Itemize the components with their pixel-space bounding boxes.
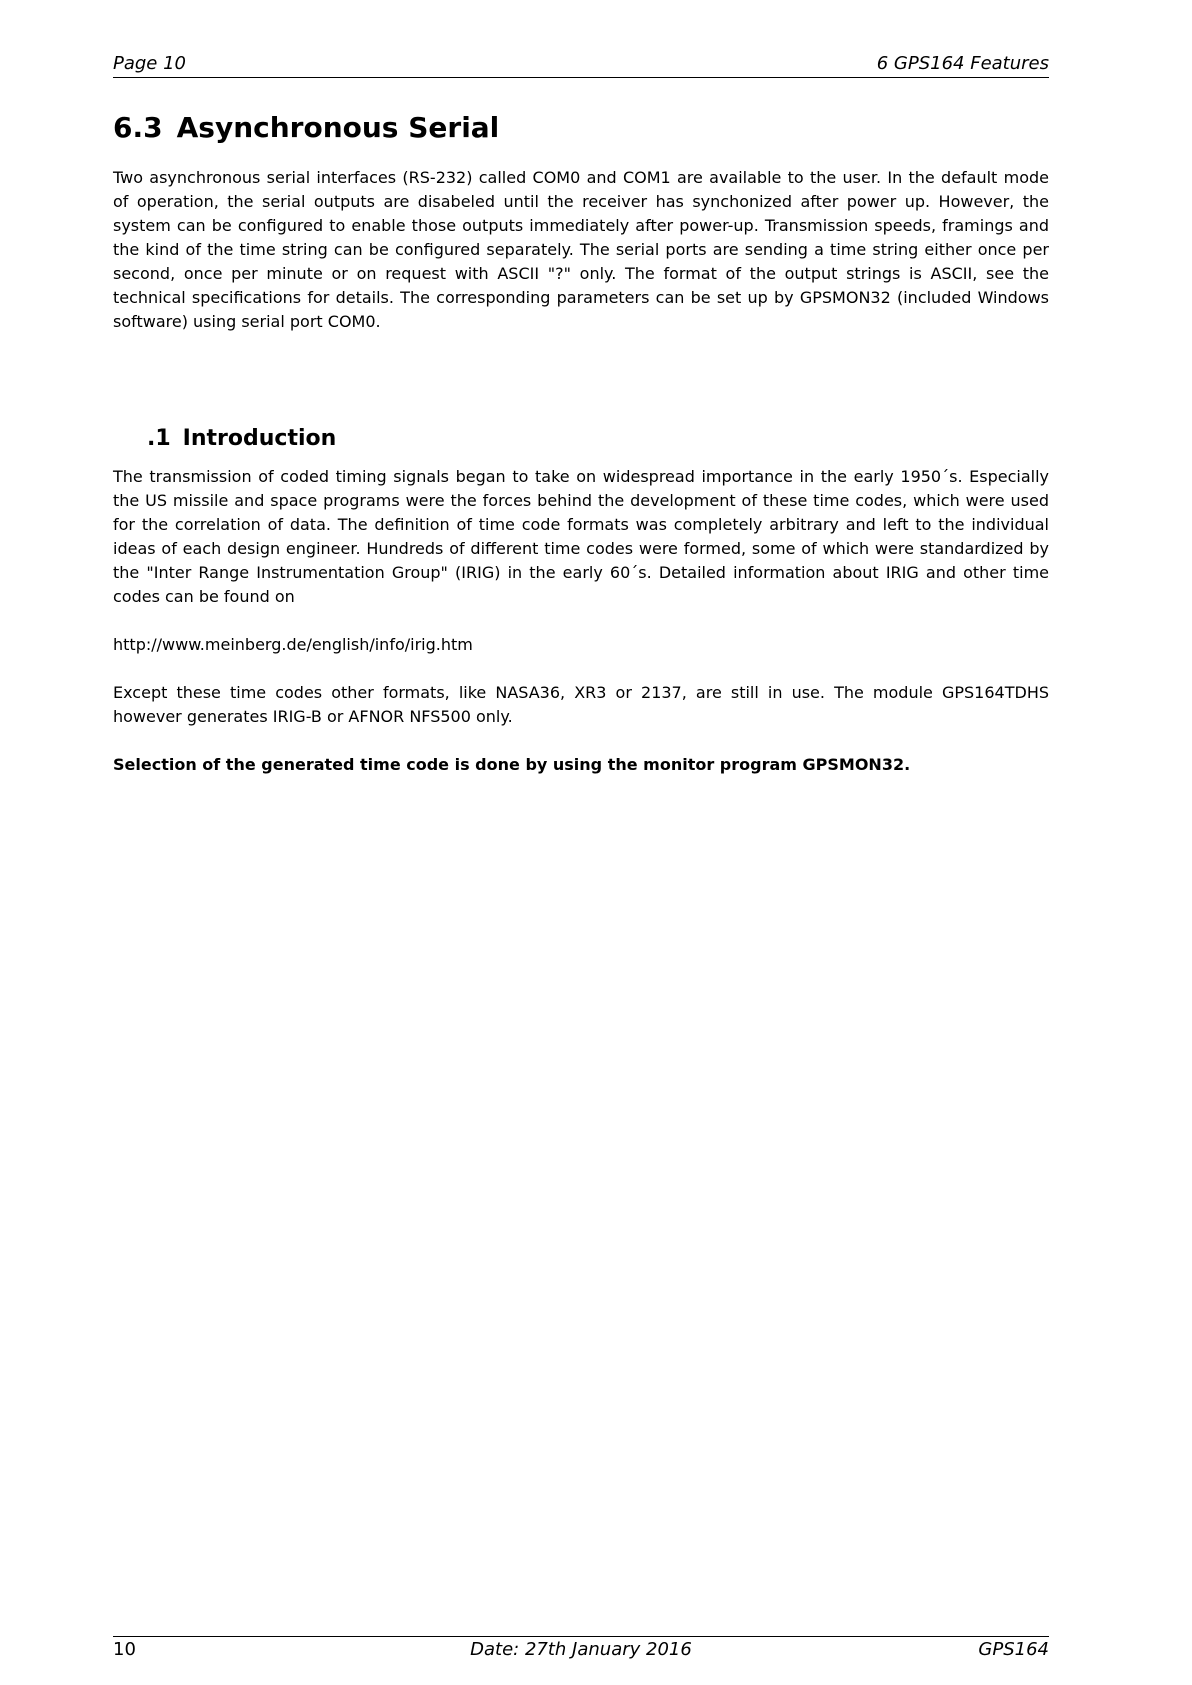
footer-product: GPS164 — [978, 1639, 1049, 1660]
intro-paragraph: The transmission of coded timing signals began to take on widespread importance in the early 1950´s. Especially the US missile and space programs were the forces behind the development of these time codes, which were used for the correlation of data. The definition of time code formats was completely arbitrary and left to the individual ideas of each design engineer. Hundreds of different time codes were formed, some of which were standardized by the "Inter Range Instrumentation Group" (IRIG) in the early 60´s. Detailed information about IRIG and other time codes can be found on — [113, 467, 1049, 606]
header-chapter-label: 6 GPS164 Features — [876, 53, 1049, 74]
section-title: Asynchronous Serial — [176, 111, 500, 144]
section-paragraph: Two asynchronous serial interfaces (RS-232) called COM0 and COM1 are available to the user. In the default mode of operation, the serial outputs are disabeled until the receiver has synchonized after power up. However, the system can be configured to enable those outputs immediately after power-up. Transmission speeds, framings and the kind of the time string can be configured separately. The serial ports are sending a time string either once per second, once per minute or on request with ASCII "?" only. The format of the output strings is ASCII, see the technical specifications for details. The corresponding parameters can be set up by GPSMON32 (included Windows software) using serial port COM0. — [113, 168, 1049, 331]
footer-date: Date: 27th January 2016 — [470, 1639, 692, 1660]
running-header — [113, 50, 1049, 78]
section-heading — [113, 108, 499, 148]
section-number: 6.3 — [113, 111, 163, 144]
subsection-heading — [147, 424, 336, 454]
running-footer — [113, 1636, 1049, 1663]
selection-note: Selection of the generated time code is done by using the monitor program GPSMON32. — [113, 755, 911, 774]
formats-paragraph: Except these time codes other formats, like NASA36, XR3 or 2137, are still in use. The module GPS164TDHS however generates IRIG-B or AFNOR NFS500 only. — [113, 683, 1049, 726]
header-page-label: Page 10 — [113, 53, 187, 74]
subsection-title: Introduction — [182, 426, 337, 451]
subsection-number: .1 — [147, 426, 171, 451]
reference-url: http://www.meinberg.de/english/info/irig.htm — [113, 635, 473, 654]
document-page — [113, 0, 1049, 1685]
footer-page-number: 10 — [113, 1639, 136, 1660]
